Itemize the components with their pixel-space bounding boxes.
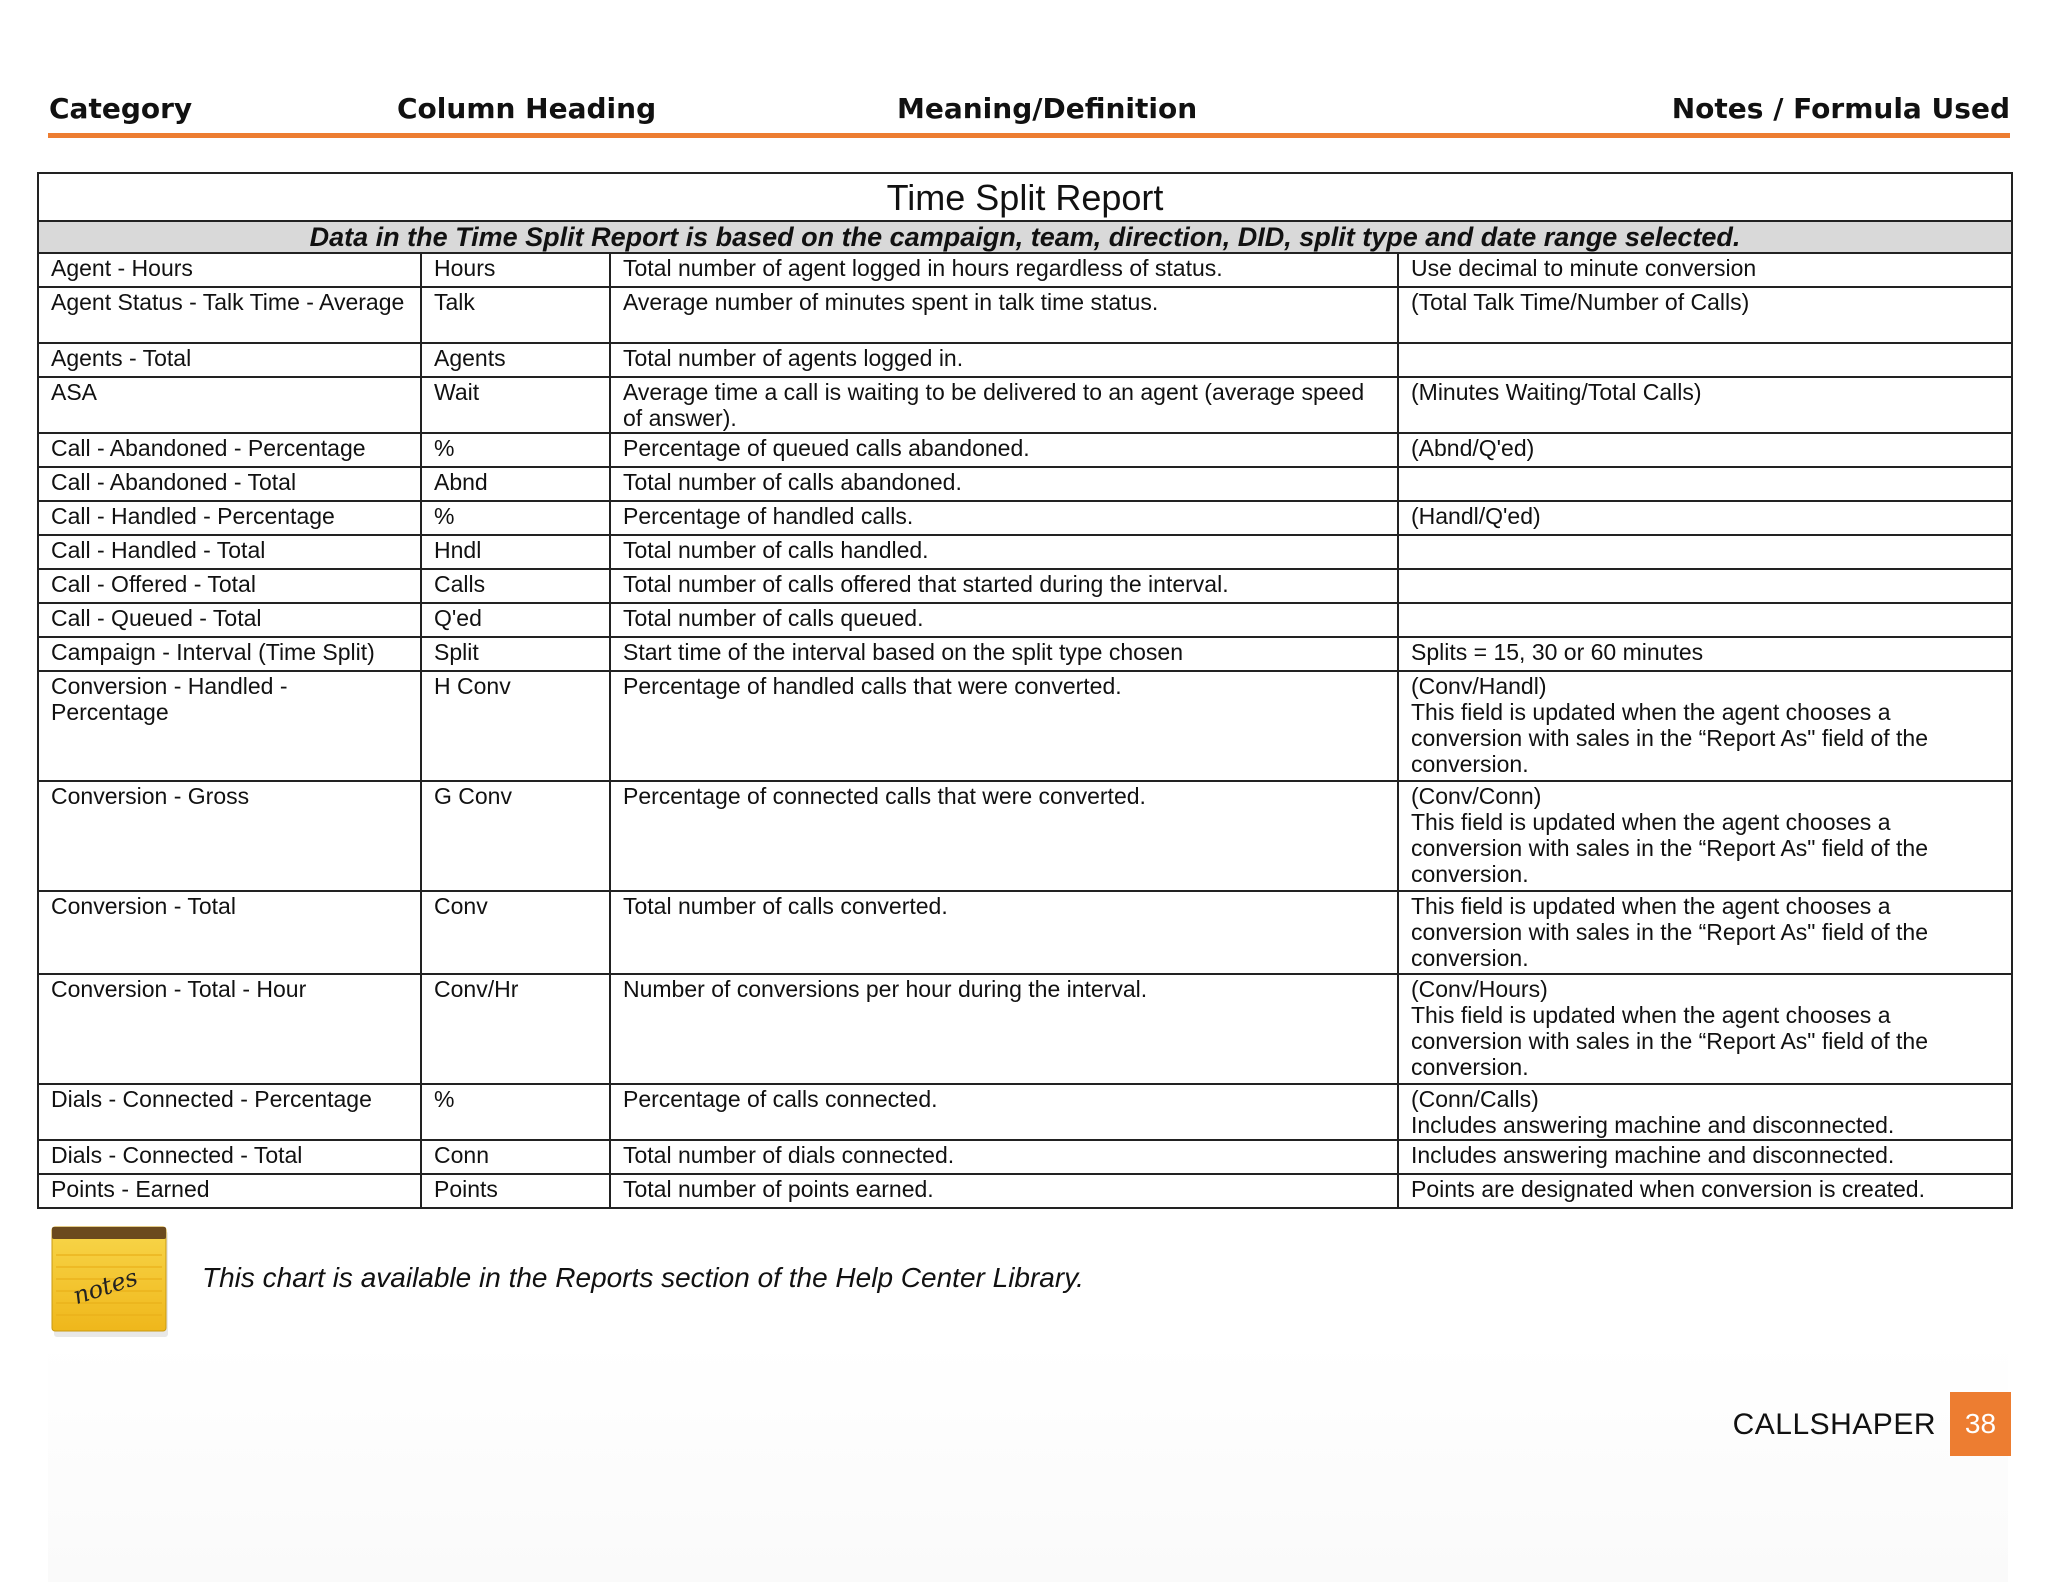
table-row: [38, 343, 2012, 377]
cell-meaning: Number of conversions per hour during the interval.: [610, 974, 1398, 1084]
cell-meaning: Total number of agents logged in.: [610, 343, 1398, 377]
cell-meaning: Total number of calls handled.: [610, 535, 1398, 569]
note-line: Includes answering machine and disconnected.: [1411, 1112, 1895, 1138]
note-line: This field is updated when the agent chooses a conversion with sales in the “Report As" field of the conversion.: [1411, 699, 1928, 777]
table-row: [38, 287, 2012, 343]
cell-heading: Conv: [421, 891, 610, 974]
cell-meaning: Percentage of handled calls that were converted.: [610, 671, 1398, 781]
cell-heading: H Conv: [421, 671, 610, 781]
header-meaning: Meaning/Definition: [897, 92, 1198, 125]
cell-heading: Conn: [421, 1140, 610, 1174]
cell-category: Agent Status - Talk Time - Average: [38, 287, 421, 343]
note-line: Includes answering machine and disconnected.: [1411, 1142, 1895, 1168]
cell-meaning: Start time of the interval based on the split type chosen: [610, 637, 1398, 671]
table-row: [38, 671, 2012, 781]
cell-notes: [1398, 433, 2012, 467]
cell-meaning: Percentage of queued calls abandoned.: [610, 433, 1398, 467]
brand-name: CALLSHAPER: [1732, 1408, 1936, 1441]
cell-heading: G Conv: [421, 781, 610, 891]
table-row: [38, 974, 2012, 1084]
cell-category: Agents - Total: [38, 343, 421, 377]
column-header-bar: [49, 92, 2010, 132]
header-notes: Notes / Formula Used: [1671, 92, 2010, 125]
cell-notes: [1398, 467, 2012, 501]
cell-category: Dials - Connected - Total: [38, 1140, 421, 1174]
cell-notes: [1398, 891, 2012, 974]
table-row: [38, 781, 2012, 891]
cell-category: Call - Handled - Total: [38, 535, 421, 569]
header-column-heading: Column Heading: [397, 92, 657, 125]
cell-heading: Q'ed: [421, 603, 610, 637]
note-line: This field is updated when the agent chooses a conversion with sales in the “Report As" field of the conversion.: [1411, 893, 1928, 971]
cell-category: Dials - Connected - Percentage: [38, 1084, 421, 1140]
cell-category: Call - Abandoned - Percentage: [38, 433, 421, 467]
cell-category: Conversion - Total: [38, 891, 421, 974]
notes-icon-label: notes: [69, 1263, 142, 1311]
note-line: (Total Talk Time/Number of Calls): [1411, 289, 1750, 315]
cell-meaning: Percentage of handled calls.: [610, 501, 1398, 535]
cell-meaning: Percentage of connected calls that were converted.: [610, 781, 1398, 891]
note-line: (Conv/Hours): [1411, 976, 1548, 1002]
cell-heading: %: [421, 433, 610, 467]
cell-category: Call - Offered - Total: [38, 569, 421, 603]
cell-meaning: Total number of calls converted.: [610, 891, 1398, 974]
cell-meaning: Total number of dials connected.: [610, 1140, 1398, 1174]
footer-note: This chart is available in the Reports section of the Help Center Library.: [202, 1262, 1084, 1293]
cell-notes: [1398, 1140, 2012, 1174]
cell-category: Call - Queued - Total: [38, 603, 421, 637]
cell-category: Call - Handled - Percentage: [38, 501, 421, 535]
table-row: [38, 603, 2012, 637]
table-row: [38, 467, 2012, 501]
cell-notes: [1398, 343, 2012, 377]
cell-notes: [1398, 603, 2012, 637]
cell-meaning: Total number of agent logged in hours regardless of status.: [610, 253, 1398, 287]
report-subtitle: Data in the Time Split Report is based on the campaign, team, direction, DID, split type and date range selected.: [38, 221, 2012, 253]
cell-heading: Talk: [421, 287, 610, 343]
table-row: [38, 637, 2012, 671]
subtitle-row: [38, 221, 2012, 253]
cell-category: Agent - Hours: [38, 253, 421, 287]
note-line: (Conn/Calls): [1411, 1086, 1539, 1112]
page-background: [48, 1340, 2008, 1582]
cell-meaning: Total number of calls abandoned.: [610, 467, 1398, 501]
note-line: (Minutes Waiting/Total Calls): [1411, 379, 1702, 405]
cell-meaning: Average time a call is waiting to be delivered to an agent (average speed of answer).: [610, 377, 1398, 433]
note-line: (Abnd/Q'ed): [1411, 435, 1535, 461]
table-row: [38, 569, 2012, 603]
table-row: [38, 535, 2012, 569]
cell-heading: Points: [421, 1174, 610, 1208]
table-row: [38, 501, 2012, 535]
cell-notes: [1398, 1084, 2012, 1140]
cell-notes: [1398, 974, 2012, 1084]
header-category: Category: [49, 92, 193, 125]
page-number: 38: [1950, 1392, 2011, 1456]
cell-heading: Calls: [421, 569, 610, 603]
table-row: [38, 253, 2012, 287]
cell-category: Points - Earned: [38, 1174, 421, 1208]
cell-heading: Hndl: [421, 535, 610, 569]
table-row: [38, 891, 2012, 974]
cell-heading: Agents: [421, 343, 610, 377]
note-line: (Conv/Handl): [1411, 673, 1547, 699]
cell-heading: Hours: [421, 253, 610, 287]
note-line: (Handl/Q'ed): [1411, 503, 1541, 529]
cell-notes: [1398, 637, 2012, 671]
cell-category: Conversion - Gross: [38, 781, 421, 891]
cell-category: Conversion - Total - Hour: [38, 974, 421, 1084]
cell-notes: [1398, 1174, 2012, 1208]
cell-heading: Split: [421, 637, 610, 671]
time-split-report-table: [37, 172, 2013, 1209]
note-line: This field is updated when the agent chooses a conversion with sales in the “Report As" field of the conversion.: [1411, 1002, 1928, 1080]
cell-category: Conversion - Handled - Percentage: [38, 671, 421, 781]
cell-notes: [1398, 377, 2012, 433]
cell-category: ASA: [38, 377, 421, 433]
note-line: Use decimal to minute conversion: [1411, 255, 1757, 281]
header-rule: [48, 133, 2010, 138]
cell-notes: [1398, 671, 2012, 781]
notes-icon: [50, 1225, 174, 1343]
cell-meaning: Total number of calls offered that started during the interval.: [610, 569, 1398, 603]
cell-meaning: Percentage of calls connected.: [610, 1084, 1398, 1140]
table-row: [38, 1084, 2012, 1140]
cell-heading: %: [421, 1084, 610, 1140]
cell-heading: Conv/Hr: [421, 974, 610, 1084]
cell-category: Campaign - Interval (Time Split): [38, 637, 421, 671]
report-title: Time Split Report: [38, 173, 2012, 221]
table-row: [38, 433, 2012, 467]
cell-notes: [1398, 287, 2012, 343]
note-line: Points are designated when conversion is created.: [1411, 1176, 1925, 1202]
title-row: [38, 173, 2012, 221]
cell-heading: %: [421, 501, 610, 535]
cell-notes: [1398, 253, 2012, 287]
table-row: [38, 377, 2012, 433]
note-line: Splits = 15, 30 or 60 minutes: [1411, 639, 1704, 665]
cell-notes: [1398, 569, 2012, 603]
cell-meaning: Total number of calls queued.: [610, 603, 1398, 637]
table-row: [38, 1140, 2012, 1174]
note-line: (Conv/Conn): [1411, 783, 1542, 809]
cell-heading: Wait: [421, 377, 610, 433]
cell-meaning: Average number of minutes spent in talk time status.: [610, 287, 1398, 343]
cell-notes: [1398, 781, 2012, 891]
note-line: This field is updated when the agent chooses a conversion with sales in the “Report As" field of the conversion.: [1411, 809, 1928, 887]
cell-category: Call - Abandoned - Total: [38, 467, 421, 501]
cell-notes: [1398, 501, 2012, 535]
cell-meaning: Total number of points earned.: [610, 1174, 1398, 1208]
table-row: [38, 1174, 2012, 1208]
cell-heading: Abnd: [421, 467, 610, 501]
cell-notes: [1398, 535, 2012, 569]
